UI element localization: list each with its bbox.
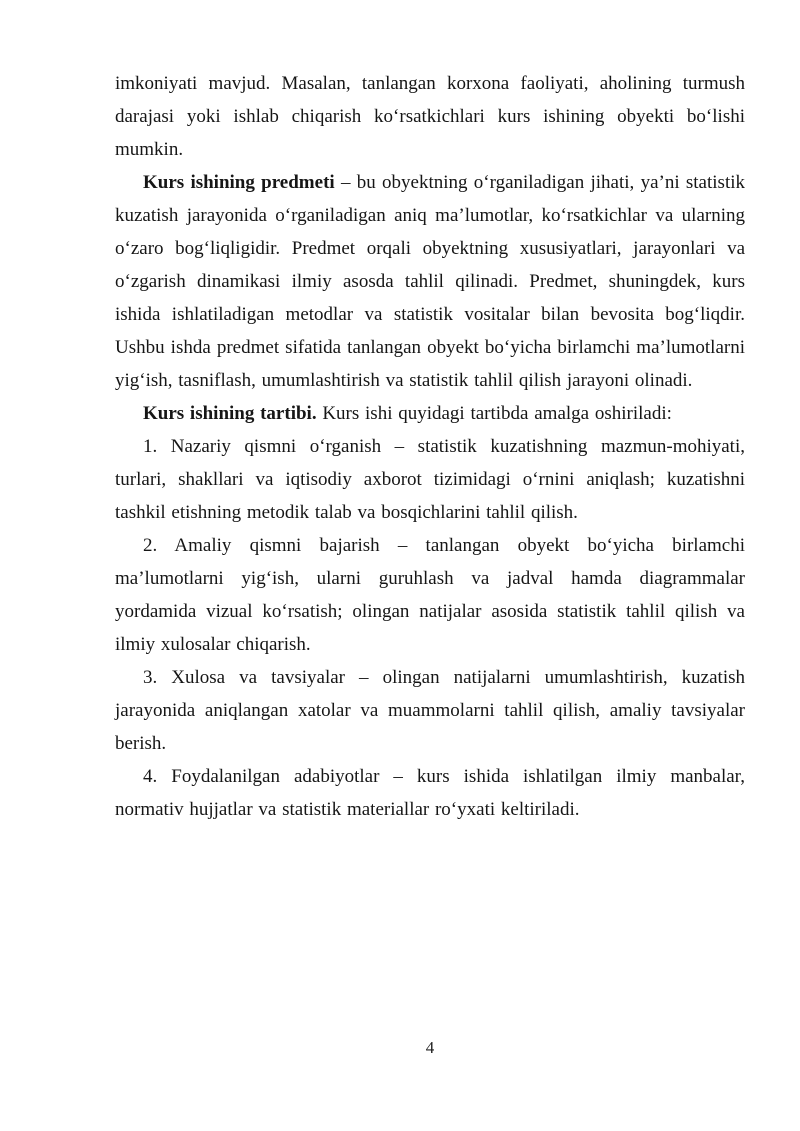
page-number: 4 — [425, 1038, 435, 1057]
paragraph-text: imkoniyati mavjud. Masalan, tanlangan korxona faoliyati, aholining turmush darajasi yoki ishlab chiqarish koʻrsatkichlari kurs ishining obyekti boʻlishi mumkin. — [115, 73, 745, 160]
paragraph-text: Kurs ishi quyidagi tartibda amalga oshiriladi: — [316, 403, 672, 424]
paragraph-predmet — [115, 166, 745, 397]
paragraph-tartibi — [115, 397, 745, 430]
run-in-heading: Kurs ishining predmeti — [143, 172, 335, 193]
paragraph-text: 1. Nazariy qismni oʻrganish – statistik kuzatishning mazmun-mohiyati, turlari, shakllari va iqtisodiy axborot tizimidagi oʻrnini aniqlash; kuzatishni tashkil etishning metodik talab va bosqichlarini tahlil qilish. — [115, 436, 745, 523]
paragraph-item-3 — [115, 661, 745, 760]
paragraph-text: 3. Xulosa va tavsiyalar – olingan natijalarni umumlashtirish, kuzatish jarayonida aniqlangan xatolar va muammolarni tahlil qilish, amaliy tavsiyalar berish. — [115, 667, 745, 754]
paragraph-item-4 — [115, 760, 745, 826]
page-text-block — [115, 0, 745, 826]
paragraph-text: 2. Amaliy qismni bajarish – tanlangan obyekt boʻyicha birlamchi ma’lumotlarni yigʻish, ularni guruhlash va jadval hamda diagrammalar yordamida vizual koʻrsatish; olingan natijalar asosida statistik tahlil qilish va ilmiy xulosalar chiqarish. — [115, 535, 745, 655]
run-in-heading: Kurs ishining tartibi. — [143, 403, 317, 424]
paragraph-text: 4. Foydalanilgan adabiyotlar – kurs ishida ishlatilgan ilmiy manbalar, normativ hujjatlar va statistik materiallar roʻyxati keltiriladi. — [115, 766, 745, 820]
paragraph-text: – bu obyektning oʻrganiladigan jihati, ya’ni statistik kuzatish jarayonida oʻrganiladigan aniq ma’lumotlar, koʻrsatkichlar va ularning oʻzaro bogʻliqligidir. Predmet orqali obyektning xususiyatlari, jarayonlari va oʻzgarish dinamikasi ilmiy asosda tahlil qilinadi. Predmet, shuningdek, kurs ishida ishlatiladigan metodlar va statistik vositalar bilan bevosita bogʻliqdir. Ushbu ishda predmet sifatida tanlangan obyekt boʻyicha birlamchi ma’lumotlarni yigʻish, tasniflash, umumlashtirish va statistik tahlil qilish jarayoni olinadi. — [115, 172, 745, 391]
paragraph-item-2 — [115, 529, 745, 661]
paragraph-item-1 — [115, 430, 745, 529]
paragraph-continuation — [115, 67, 745, 166]
